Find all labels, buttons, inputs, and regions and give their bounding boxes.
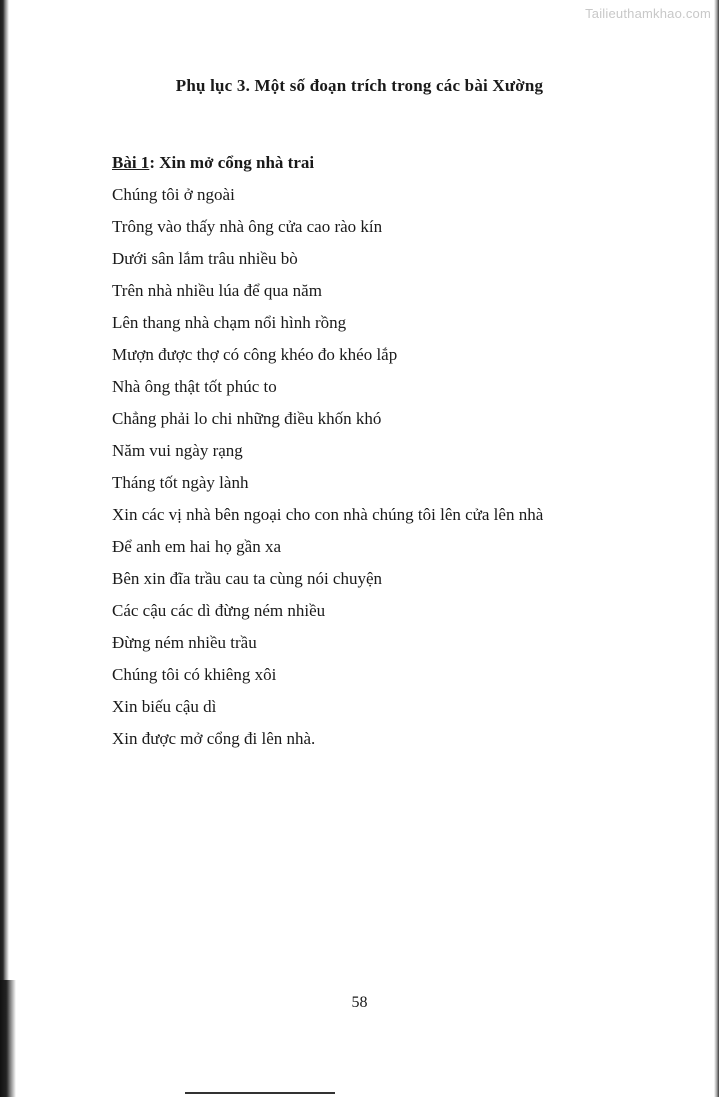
poem-heading	[112, 153, 314, 173]
page-number: 58	[351, 994, 368, 1011]
poem-line: Đừng ném nhiều trầu	[112, 633, 257, 652]
poem-line: Chúng tôi ở ngoài	[112, 185, 235, 204]
poem-line: Xin được mở cổng đi lên nhà.	[112, 729, 316, 748]
poem-line: Chẳng phải lo chi những điều khốn khó	[112, 409, 382, 428]
poem-line: Trông vào thấy nhà ông cửa cao rào kín	[112, 217, 383, 236]
poem-line: Dưới sân lắm trâu nhiều bò	[112, 249, 298, 268]
poem-line: Tháng tốt ngày lành	[112, 473, 249, 492]
poem-lines	[112, 184, 692, 760]
poem-line: Để anh em hai họ gần xa	[112, 537, 281, 556]
poem-line: Trên nhà nhiều lúa để qua năm	[112, 281, 322, 300]
poem-line: Lên thang nhà chạm nổi hình rồng	[112, 313, 347, 332]
poem-line: Các cậu các dì đừng ném nhiều	[112, 601, 326, 620]
watermark: Tailieuthamkhao.com	[585, 6, 711, 21]
poem-line: Nhà ông thật tốt phúc to	[112, 377, 277, 396]
scan-shadow-left	[0, 0, 9, 1097]
poem-line: Xin các vị nhà bên ngoại cho con nhà chúng tôi lên cửa lên nhà	[112, 505, 544, 524]
poem-line: Xin biếu cậu dì	[112, 697, 217, 716]
appendix-title: Phụ lục 3. Một số đoạn trích trong các bài Xường	[175, 76, 544, 95]
poem-heading-title: : Xin mở cổng nhà trai	[149, 153, 315, 172]
poem-line: Bên xin đĩa trầu cau ta cùng nói chuyện	[112, 569, 383, 588]
poem-line: Năm vui ngày rạng	[112, 441, 243, 460]
poem-line: Chúng tôi có khiêng xôi	[112, 665, 277, 684]
poem-heading-number: Bài 1	[112, 153, 150, 172]
scan-bottom-mark	[185, 1092, 335, 1094]
poem-line: Mượn được thợ có công khéo đo khéo lắp	[112, 345, 398, 364]
scan-shadow-right	[714, 0, 719, 1097]
